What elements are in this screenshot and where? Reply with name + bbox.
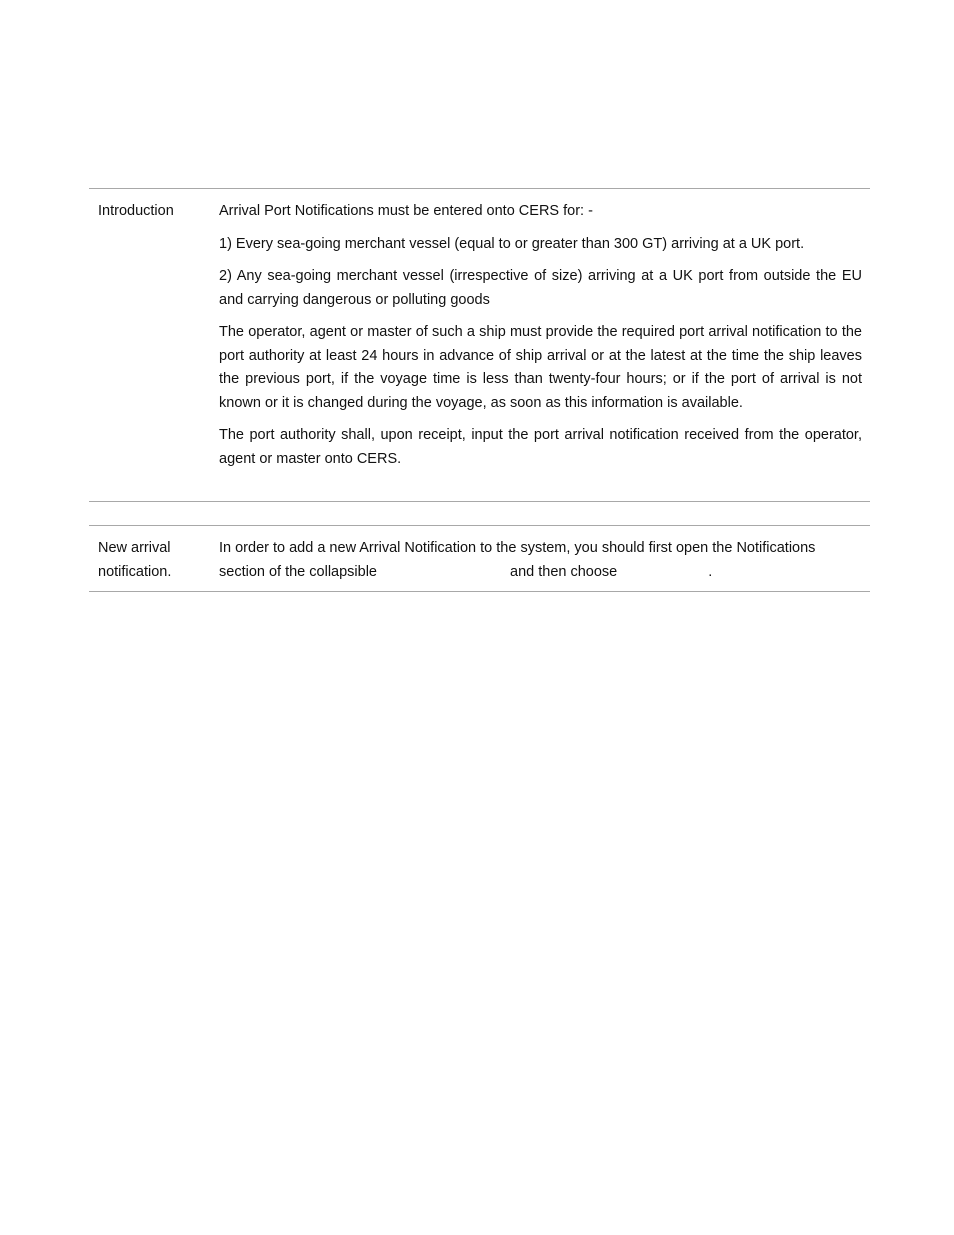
new-arrival-text-part: . — [708, 563, 713, 580]
bottom-divider — [89, 501, 870, 502]
introduction-paragraph: 1) Every sea-going merchant vessel (equal to or greater than 300 GT) arriving at a UK port. — [219, 235, 805, 252]
introduction-paragraph: The port authority shall, upon receipt, input the port arrival notification received from the operator, agent or master onto CERS. — [219, 427, 862, 467]
introduction-paragraph: The operator, agent or master of such a ship must provide the required port arrival notification to the port authority at least 24 hours in advance of ship arrival or at the latest at the time the ship leaves the previous port, if the voyage time is less than twenty-four hours; or if the port of arrival is not known or it is changed during the voyage, as soon as this information is available. — [219, 324, 862, 411]
new-arrival-paragraph — [219, 537, 862, 584]
bottom-divider — [89, 591, 870, 592]
introduction-section — [89, 188, 870, 502]
introduction-paragraph: 2) Any sea-going merchant vessel (irrespective of size) arriving at a UK port from outside the EU and carrying dangerous or polluting goods — [219, 268, 862, 308]
new-arrival-section — [89, 525, 870, 592]
new-arrival-text-part: and then choose — [510, 563, 618, 580]
new-arrival-content — [219, 537, 862, 584]
new-arrival-label-line: New arrival — [98, 540, 171, 556]
new-arrival-text-part: In order to add a new Arrival Notification to the system, you should first open the Notifications section of the collapsible — [219, 540, 816, 580]
top-divider — [89, 525, 870, 526]
new-arrival-label-line: notification. — [98, 563, 172, 580]
new-arrival-label — [98, 537, 208, 584]
introduction-paragraph: Arrival Port Notifications must be entered onto CERS for: - — [219, 203, 593, 219]
introduction-label: Introduction — [98, 203, 174, 219]
top-divider — [89, 188, 870, 189]
introduction-content — [219, 200, 862, 480]
